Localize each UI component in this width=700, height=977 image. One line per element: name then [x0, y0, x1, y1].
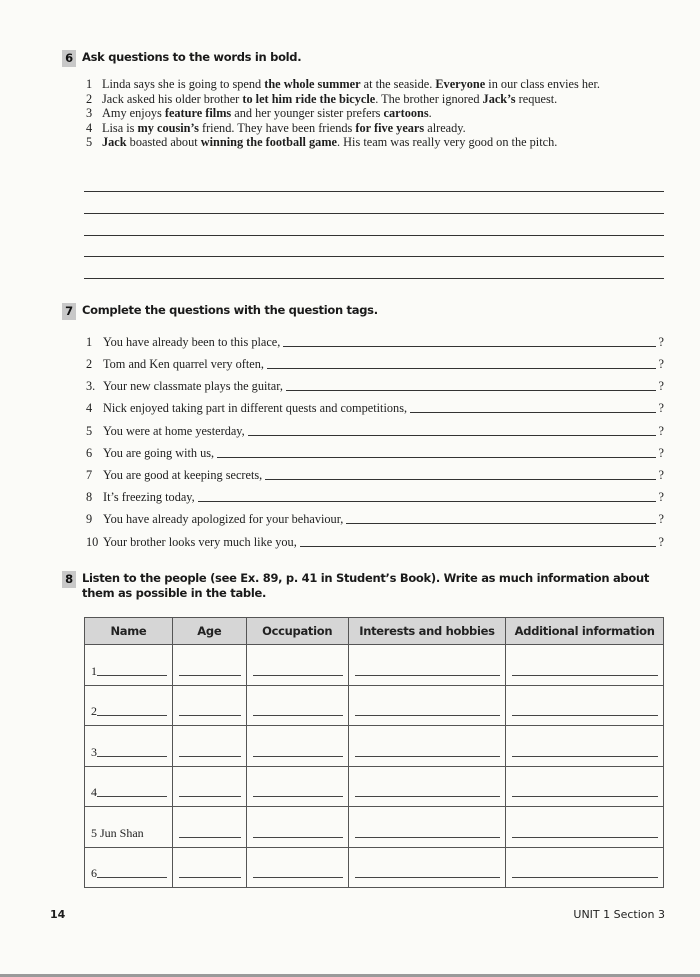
entry-cell[interactable]: [246, 726, 348, 767]
exercise-title: Ask questions to the words in bold.: [82, 50, 302, 64]
bold-phrase: my cousin’s: [137, 120, 199, 135]
item-number: 2: [86, 357, 93, 371]
sentence-stem: Tom and Ken quarrel very often,: [103, 357, 264, 371]
table-row: [85, 766, 664, 807]
item-number: 4: [86, 120, 93, 135]
answer-line[interactable]: [84, 278, 664, 279]
name-cell[interactable]: [85, 726, 173, 767]
entry-cell[interactable]: [348, 807, 506, 848]
question-mark: ?: [658, 401, 664, 415]
bold-phrase: Jack’s: [482, 91, 516, 106]
column-header: Occupation: [246, 618, 348, 645]
entry-cell[interactable]: [506, 645, 664, 686]
text-fragment: friend. They have been friends: [198, 120, 356, 135]
question-tag-item: [86, 445, 664, 461]
item-number: 7: [86, 468, 93, 482]
item-number: 2: [86, 91, 93, 106]
table-header-row: [85, 618, 664, 645]
answer-blank[interactable]: [355, 837, 501, 838]
entry-cell[interactable]: [246, 685, 348, 726]
column-header: Interests and hobbies: [348, 618, 506, 645]
entry-cell[interactable]: [172, 847, 246, 888]
row-label: 4: [91, 785, 97, 799]
entry-cell[interactable]: [172, 807, 246, 848]
question-tag-item: [86, 356, 664, 372]
bold-phrase: cartoons: [383, 106, 429, 121]
item-number: 3: [86, 106, 93, 121]
sentence-stem: It’s freezing today,: [103, 490, 195, 504]
row-label: 5 Jun Shan: [91, 825, 144, 840]
entry-cell[interactable]: [506, 726, 664, 767]
entry-cell[interactable]: [172, 726, 246, 767]
text-fragment: .: [428, 106, 432, 121]
item-text: [102, 106, 646, 121]
name-cell[interactable]: [85, 847, 173, 888]
column-header: Name: [85, 618, 173, 645]
name-cell[interactable]: [85, 766, 173, 807]
sentence-stem: Nick enjoyed taking part in different quests and competitions,: [103, 401, 408, 415]
answer-blank[interactable]: [253, 796, 343, 797]
list-item: [86, 121, 646, 136]
answer-blank[interactable]: [512, 877, 658, 878]
sentence-stem: You have already apologized for your behaviour,: [103, 512, 344, 526]
text-fragment: Amy enjoys: [102, 106, 165, 121]
item-number: 1: [86, 335, 93, 349]
question-tag-item: [86, 534, 664, 550]
column-header: Additional information: [506, 618, 664, 645]
question-mark: ?: [658, 357, 664, 371]
row-label: 2: [91, 704, 97, 718]
answer-blank[interactable]: [179, 837, 241, 838]
item-text: [102, 92, 646, 107]
text-fragment: boasted about: [126, 135, 201, 150]
table-row: [85, 685, 664, 726]
question-tag-item: [86, 423, 664, 439]
answer-blank[interactable]: [265, 479, 655, 480]
entry-cell[interactable]: [348, 685, 506, 726]
question-mark: ?: [658, 535, 664, 549]
exercise-number-badge: 8: [62, 571, 76, 588]
table-row: [85, 726, 664, 767]
row-label: 3: [91, 744, 97, 759]
entry-cell[interactable]: [506, 847, 664, 888]
bold-phrase: for five years: [355, 120, 425, 135]
answer-line[interactable]: [84, 235, 664, 236]
sentence-stem: You have already been to this place,: [103, 335, 281, 349]
question-mark: ?: [658, 468, 664, 482]
exercise-6-list: [86, 77, 646, 150]
item-number: 3.: [86, 379, 96, 393]
answer-blank[interactable]: [97, 796, 167, 797]
question-tag-item: [86, 334, 664, 350]
sentence-stem: Your new classmate plays the guitar,: [103, 379, 283, 393]
answer-blank[interactable]: [179, 715, 241, 716]
entry-cell[interactable]: [348, 726, 506, 767]
sentence-stem: Your brother looks very much like you,: [103, 535, 297, 549]
entry-cell[interactable]: [506, 766, 664, 807]
answer-blank[interactable]: [267, 368, 656, 369]
entry-cell[interactable]: [172, 766, 246, 807]
bold-phrase: Jack: [102, 135, 127, 150]
answer-blank[interactable]: [355, 675, 501, 676]
list-item: [86, 92, 646, 107]
bold-phrase: Everyone: [435, 77, 486, 91]
item-number: 1: [86, 77, 93, 91]
text-fragment: . His team was really very good on the pitch.: [337, 135, 558, 150]
answer-blank[interactable]: [253, 715, 343, 716]
answer-line[interactable]: [84, 191, 664, 192]
row-label: 1: [91, 663, 97, 678]
exercise-6-heading: [62, 50, 301, 67]
unit-section-label: UNIT 1 Section 3: [573, 908, 665, 921]
name-cell[interactable]: [85, 685, 173, 726]
answer-blank[interactable]: [179, 756, 241, 757]
entry-cell[interactable]: [172, 645, 246, 686]
answer-blank[interactable]: [179, 877, 241, 878]
question-tag-item: [86, 378, 664, 394]
answer-blank[interactable]: [512, 756, 658, 757]
entry-cell[interactable]: [348, 847, 506, 888]
list-item: [86, 106, 646, 121]
answer-blank[interactable]: [300, 546, 656, 547]
text-fragment: request.: [515, 91, 558, 106]
answer-blank[interactable]: [410, 412, 655, 413]
item-number: 9: [86, 512, 93, 526]
answer-blank[interactable]: [253, 675, 343, 676]
answer-blank[interactable]: [248, 435, 656, 436]
sentence-stem: You are going with us,: [103, 446, 215, 460]
answer-blank[interactable]: [355, 877, 501, 878]
entry-cell[interactable]: [348, 766, 506, 807]
entry-cell[interactable]: [506, 685, 664, 726]
question-mark: ?: [658, 335, 664, 349]
answer-blank[interactable]: [355, 796, 501, 797]
answer-blank[interactable]: [97, 877, 167, 878]
entry-cell[interactable]: [246, 645, 348, 686]
entry-cell[interactable]: [246, 807, 348, 848]
bold-phrase: winning the football game: [200, 135, 338, 150]
item-text: [102, 121, 646, 136]
question-tag-item: [86, 467, 664, 483]
item-number: 4: [86, 401, 93, 415]
answer-blank[interactable]: [512, 837, 658, 838]
answer-blank[interactable]: [346, 523, 655, 524]
entry-cell[interactable]: [246, 766, 348, 807]
question-tag-item: [86, 511, 664, 527]
text-fragment: already.: [424, 120, 466, 135]
bold-phrase: to let him ride the bicycle: [242, 91, 376, 106]
answer-blank[interactable]: [512, 675, 658, 676]
question-tag-item: [86, 489, 664, 505]
table-row: [85, 807, 664, 848]
answer-blank[interactable]: [355, 715, 501, 716]
answer-line[interactable]: [84, 256, 664, 257]
exercise-number-badge: 6: [62, 50, 76, 67]
item-text: [102, 77, 646, 92]
information-table: [84, 617, 664, 888]
table-row: [85, 645, 664, 686]
item-number: 8: [86, 490, 93, 504]
answer-blank[interactable]: [253, 877, 343, 878]
list-item: [86, 135, 646, 150]
answer-blank[interactable]: [283, 346, 655, 347]
answer-blank[interactable]: [97, 756, 167, 757]
text-fragment: and her younger sister prefers: [231, 106, 384, 121]
question-mark: ?: [658, 446, 664, 460]
text-fragment: . The brother ignored: [375, 91, 483, 106]
entry-cell[interactable]: [172, 685, 246, 726]
bold-phrase: the whole summer: [264, 77, 361, 91]
answer-blank[interactable]: [217, 457, 655, 458]
list-item: [86, 77, 646, 92]
text-fragment: Linda says she is going to spend: [102, 77, 265, 91]
row-label: 6: [91, 866, 97, 880]
exercise-title: Complete the questions with the question tags.: [82, 303, 378, 317]
name-cell[interactable]: [85, 645, 173, 686]
question-tag-item: [86, 400, 664, 416]
sentence-stem: You are good at keeping secrets,: [103, 468, 263, 482]
answer-blank[interactable]: [97, 675, 167, 676]
answer-blank[interactable]: [179, 796, 241, 797]
question-mark: ?: [658, 490, 664, 504]
answer-blank[interactable]: [253, 756, 343, 757]
question-mark: ?: [658, 424, 664, 438]
text-fragment: at the seaside.: [360, 77, 436, 91]
answer-blank[interactable]: [198, 501, 656, 502]
text-fragment: Jack asked his older brother: [102, 91, 243, 106]
item-number: 5: [86, 424, 93, 438]
item-number: 6: [86, 446, 93, 460]
text-fragment: Lisa is: [102, 120, 138, 135]
exercise-number-badge: 7: [62, 303, 76, 320]
table-row: [85, 847, 664, 888]
bold-phrase: feature films: [164, 106, 232, 121]
exercise-8-heading: [62, 571, 652, 601]
item-number: 10: [86, 535, 99, 549]
entry-cell[interactable]: [246, 847, 348, 888]
page-number: 14: [50, 908, 66, 921]
question-mark: ?: [658, 512, 664, 526]
answer-blank[interactable]: [97, 715, 167, 716]
answer-blank[interactable]: [179, 675, 241, 676]
sentence-stem: You were at home yesterday,: [103, 424, 245, 438]
text-fragment: in our class envies her.: [485, 77, 600, 91]
entry-cell[interactable]: [348, 645, 506, 686]
answer-blank[interactable]: [253, 837, 343, 838]
question-mark: ?: [658, 379, 664, 393]
answer-blank[interactable]: [512, 715, 658, 716]
answer-blank[interactable]: [512, 796, 658, 797]
entry-cell[interactable]: [506, 807, 664, 848]
answer-blank[interactable]: [355, 756, 501, 757]
exercise-7-heading: [62, 303, 378, 320]
name-cell[interactable]: [85, 807, 173, 848]
column-header: Age: [172, 618, 246, 645]
exercise-title: Listen to the people (see Ex. 89, p. 41 in Student’s Book). Write as much information about them as possible in the table.: [82, 571, 650, 600]
item-number: 5: [86, 135, 93, 150]
answer-line[interactable]: [84, 213, 664, 214]
answer-blank[interactable]: [286, 390, 656, 391]
item-text: [102, 135, 646, 150]
